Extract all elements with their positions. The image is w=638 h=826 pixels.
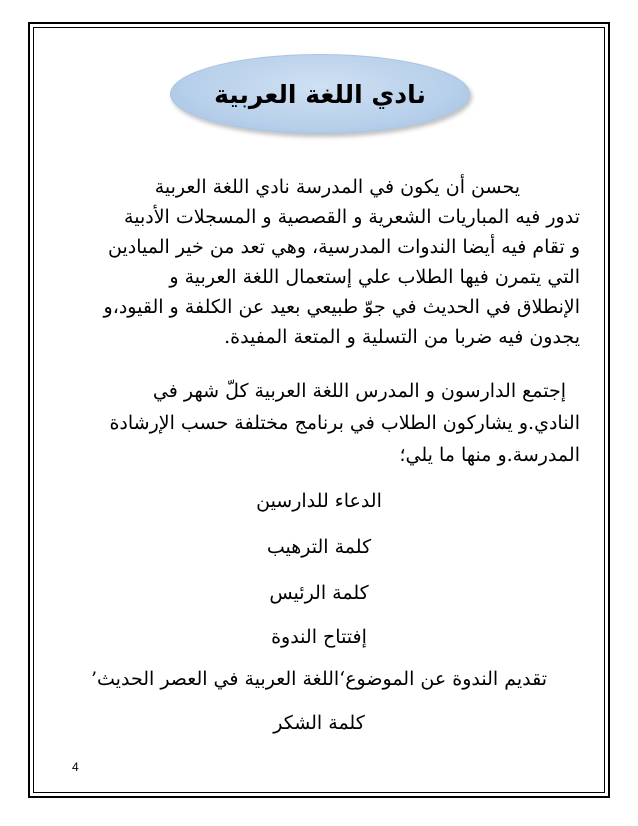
program-item: الدعاء للدارسين xyxy=(256,490,382,512)
paragraph-line: و تقام فيه أيضا الندوات المدرسية، وهي تعد من خير الميادين xyxy=(108,236,580,258)
program-item: كلمة الترهيب xyxy=(266,536,372,558)
program-item: كلمة الرئيس xyxy=(269,582,369,604)
paragraph-line: إجتمع الدارسون و المدرس اللغة العربية كلّ شهر في xyxy=(152,380,566,402)
paragraph-line: النادي.و يشاركون الطلاب في برنامج مختلفة حسب الإرشادة xyxy=(109,412,580,434)
paragraph-line: يجدون فيه ضربا من التسلية و المتعة المفيدة. xyxy=(224,326,580,348)
page-title: نادي اللغة العربية xyxy=(214,79,426,109)
program-item: إفتتاح الندوة xyxy=(271,626,367,648)
paragraph-line: التي يتمرن فيها الطلاب علي إستعمال اللغة العربية و xyxy=(169,266,580,288)
paragraph-line: تدور فيه المباريات الشعرية و القصصية و المسجلات الأدبية xyxy=(124,206,580,228)
program-item: تقديم الندوة عن الموضوع‘اللغة العربية في العصر الحديث’ xyxy=(90,668,548,690)
paragraph-line: المدرسة.و منها ما يلي؛ xyxy=(399,444,580,466)
page-number: 4 xyxy=(72,760,79,774)
paragraph-line: الإنطلاق في الحديث في جوّ طبيعي بعيد عن الكلفة و القيود،و xyxy=(103,296,580,318)
title-oval xyxy=(170,54,470,134)
paragraph-line: يحسن أن يكون في المدرسة نادي اللغة العربية xyxy=(154,176,520,198)
program-item: كلمة الشكر xyxy=(273,712,365,734)
